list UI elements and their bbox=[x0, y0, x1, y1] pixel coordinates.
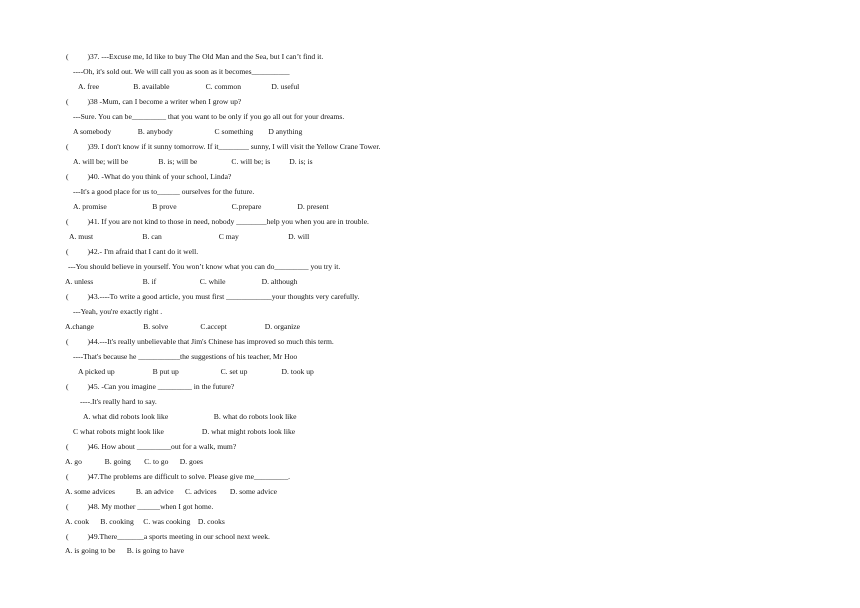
answer-options: A. some advices B. an advice C. advices D. some advice bbox=[65, 487, 277, 496]
question-44: ( )44.---It's really unbelievable that Jim's Chinese has improved so much this term. bbox=[66, 337, 334, 346]
answer-options: A. free B. available C. common D. useful bbox=[78, 82, 300, 91]
dialogue-line: ---It's a good place for us to______ ourselves for the future. bbox=[73, 187, 255, 196]
dialogue-line: ----.It's really hard to say. bbox=[80, 397, 157, 406]
answer-options: A. is going to be B. is going to have bbox=[65, 546, 184, 555]
question-38: ( )38 -Mum, can I become a writer when I grow up? bbox=[66, 97, 242, 106]
question-39: ( )39. I don't know if it sunny tomorrow. If it________ sunny, I will visit the Yellow Crane Tower. bbox=[66, 142, 381, 151]
answer-options: A. what did robots look like B. what do robots look like bbox=[83, 412, 297, 421]
question-43: ( )43.----To write a good article, you must first ____________your thoughts very carefully. bbox=[66, 292, 360, 301]
answer-options: A.change B. solve C.accept D. organize bbox=[65, 322, 301, 331]
question-47: ( )47.The problems are difficult to solve. Please give me_________. bbox=[66, 472, 291, 481]
dialogue-line: ---Sure. You can be_________ that you want to be only if you go all out for your dreams. bbox=[73, 112, 345, 121]
answer-options: A. promise B prove C.prepare D. present bbox=[73, 202, 329, 211]
answer-options: A somebody B. anybody C something D anything bbox=[73, 127, 303, 136]
dialogue-line: ----That's because he ___________the suggestions of his teacher, Mr Hoo bbox=[73, 352, 298, 361]
answer-options: A picked up B put up C. set up D. took up bbox=[78, 367, 314, 376]
dialogue-line: ----Oh, it's sold out. We will call you as soon as it becomes__________ bbox=[73, 67, 290, 76]
question-45: ( )45. -Can you imagine _________ in the future? bbox=[66, 382, 235, 391]
dialogue-line: ---Yeah, you're exactly right . bbox=[73, 307, 163, 316]
answer-options: A. cook B. cooking C. was cooking D. cooks bbox=[65, 517, 225, 526]
question-42: ( )42.- I'm afraid that I cant do it well. bbox=[66, 247, 199, 256]
question-48: ( )48. My mother ______when I got home. bbox=[66, 502, 214, 511]
answer-options: A. go B. going C. to go D. goes bbox=[65, 457, 203, 466]
answer-options: C what robots might look like D. what might robots look like bbox=[73, 427, 296, 436]
question-40: ( )40. -What do you think of your school, Linda? bbox=[66, 172, 232, 181]
answer-options: A. will be; will be B. is; will be C. will be; is D. is; is bbox=[73, 157, 313, 166]
answer-options: A. unless B. if C. while D. although bbox=[65, 277, 298, 286]
question-37: ( )37. ---Excuse me, Id like to buy The Old Man and the Sea, but I can’t find it. bbox=[66, 52, 324, 61]
question-41: ( )41. If you are not kind to those in need, nobody ________help you when you are in trouble. bbox=[66, 217, 369, 226]
answer-options: A. must B. can C may D. will bbox=[69, 232, 310, 241]
question-46: ( )46. How about _________out for a walk, mum? bbox=[66, 442, 237, 451]
dialogue-line: ---You should believe in yourself. You won’t know what you can do_________ you try it. bbox=[68, 262, 341, 271]
question-49: ( )49.There_______a sports meeting in our school next week. bbox=[66, 532, 270, 541]
